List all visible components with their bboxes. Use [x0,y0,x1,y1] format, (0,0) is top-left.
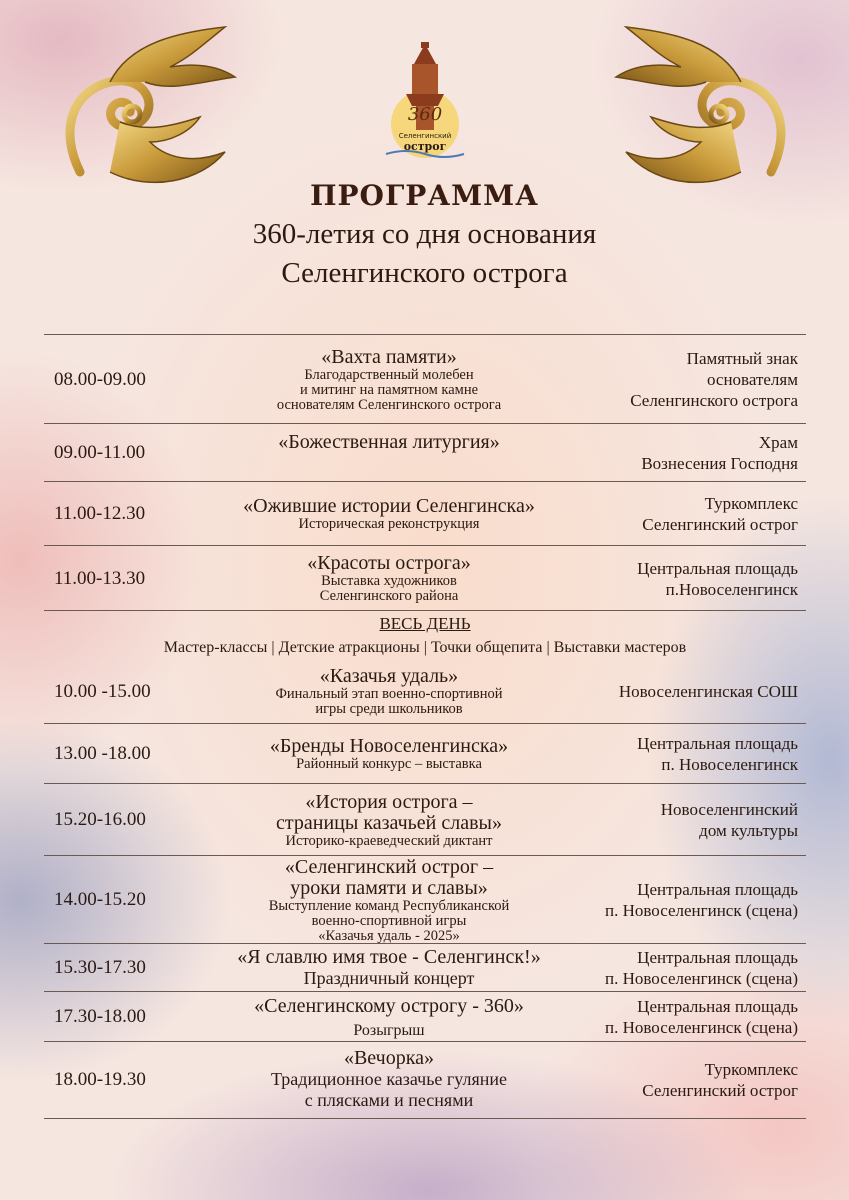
event-title: «Вечорка» [343,1047,435,1069]
event-time: 13.00 -18.00 [54,743,151,764]
subtitle-line1: 360-летия со дня основания [252,218,597,250]
logo-text-bottom: острог [403,140,447,153]
all-day-items: Мастер-классы | Детские атракционы | Точки общепита | Выставки мастеров [163,639,687,656]
event-title: «Бренды Новоселенгинска» [269,735,509,757]
event-desc: и митинг на памятном камне [299,381,479,398]
event-time: 17.30-18.00 [54,1006,146,1027]
event-desc: Розыгрыш [353,1022,425,1039]
event-place: Центральная площадь [637,734,798,753]
event-desc: Выступление команд Республиканской [268,897,510,914]
schedule-row [44,545,806,611]
event-desc: Выставка художников [321,573,457,589]
logo-text-top: Селенгинский [398,132,452,140]
event-place: Туркомплекс [704,1060,798,1079]
event-place: Селенгинский острог [642,1081,798,1100]
event-desc: Финальный этап военно-спортивной [275,686,503,702]
event-time: 11.00-13.30 [54,567,146,589]
event-time: 11.00-12.30 [54,503,146,524]
event-title: «Красоты острога» [307,552,471,574]
event-desc: Районный конкурс – выставка [296,756,482,772]
schedule-row [44,481,806,546]
event-desc: военно-спортивной игры [311,912,467,929]
event-place: дом культуры [699,821,798,840]
event-place: Храм [758,433,798,452]
event-time: 10.00 -15.00 [54,680,151,702]
event-place: Вознесения Господня [641,454,798,473]
schedule-row [44,1041,806,1119]
event-place: Селенгинский острог [642,515,798,534]
event-desc: Селенгинского района [319,588,459,604]
all-day-heading: ВЕСЬ ДЕНЬ [379,614,471,633]
event-title: «Селенгинскому острогу - 360» [254,995,524,1017]
event-time: 08.00-09.00 [54,368,146,390]
all-day-block [44,610,806,667]
schedule-row [44,783,806,856]
logo-number: 360 [407,104,443,125]
schedule-row [44,855,806,944]
event-place: п. Новоселенгинск [661,755,798,774]
event-place: Туркомплекс [704,494,798,513]
schedule-row [44,723,806,784]
event-place: п.Новоселенгинск [665,579,798,599]
page-title: программа [310,168,539,215]
event-desc: Историческая реконструкция [298,516,480,532]
event-time: 18.00-19.30 [54,1069,146,1090]
event-time: 15.30-17.30 [54,957,146,978]
event-desc: Благодарственный молебен [304,366,474,383]
event-desc: Историко-краеведческий диктант [285,832,493,849]
subtitle-line2: Селенгинского острога [281,257,568,289]
event-place: Новоселенгинская СОШ [618,682,798,701]
schedule-row [44,334,806,424]
event-place: Центральная площадь [637,948,798,967]
event-time: 14.00-15.20 [54,889,146,910]
event-title-line2: уроки памяти и славы» [290,876,488,899]
event-place: п. Новоселенгинск (сцена) [604,901,798,920]
event-desc: игры среди школьников [315,701,463,717]
event-desc: «Казачья удаль - 2025» [318,927,460,944]
event-title: «Селенгинский острог – [284,855,494,878]
event-title: «Божественная литургия» [278,431,500,453]
event-time: 15.20-16.00 [54,809,146,830]
event-place: Памятный знак [686,349,798,368]
schedule-row [44,660,806,723]
event-title: «Я славлю имя твое - Селенгинск!» [237,946,541,968]
event-title: «Вахта памяти» [321,345,457,368]
event-title: «История острога – [305,790,473,813]
event-place: п. Новоселенгинск (сцена) [604,1018,798,1037]
event-place: Центральная площадь [637,997,798,1016]
event-title: «Ожившие истории Селенгинска» [243,495,535,517]
event-place: Селенгинского острога [630,391,798,410]
event-time: 09.00-11.00 [54,442,146,463]
event-title-line2: страницы казачьей славы» [276,811,502,834]
event-place: основателям [706,370,798,389]
event-desc: с плясками и песнями [304,1090,474,1110]
schedule-row [44,423,806,482]
event-desc: основателям Селенгинского острога [276,396,502,413]
schedule-row [44,943,806,992]
event-desc: Праздничный концерт [303,968,475,988]
event-place: Центральная площадь [637,558,798,578]
event-place: Новоселенгинский [660,800,798,819]
schedule-row [44,991,806,1042]
event-place: п. Новоселенгинск (сцена) [604,969,798,988]
event-place: Центральная площадь [637,880,798,899]
event-desc: Традиционное казачье гуляние [270,1069,508,1089]
selenginsk-ostrog-360-logo [366,42,484,160]
event-title: «Казачья удаль» [319,665,459,687]
